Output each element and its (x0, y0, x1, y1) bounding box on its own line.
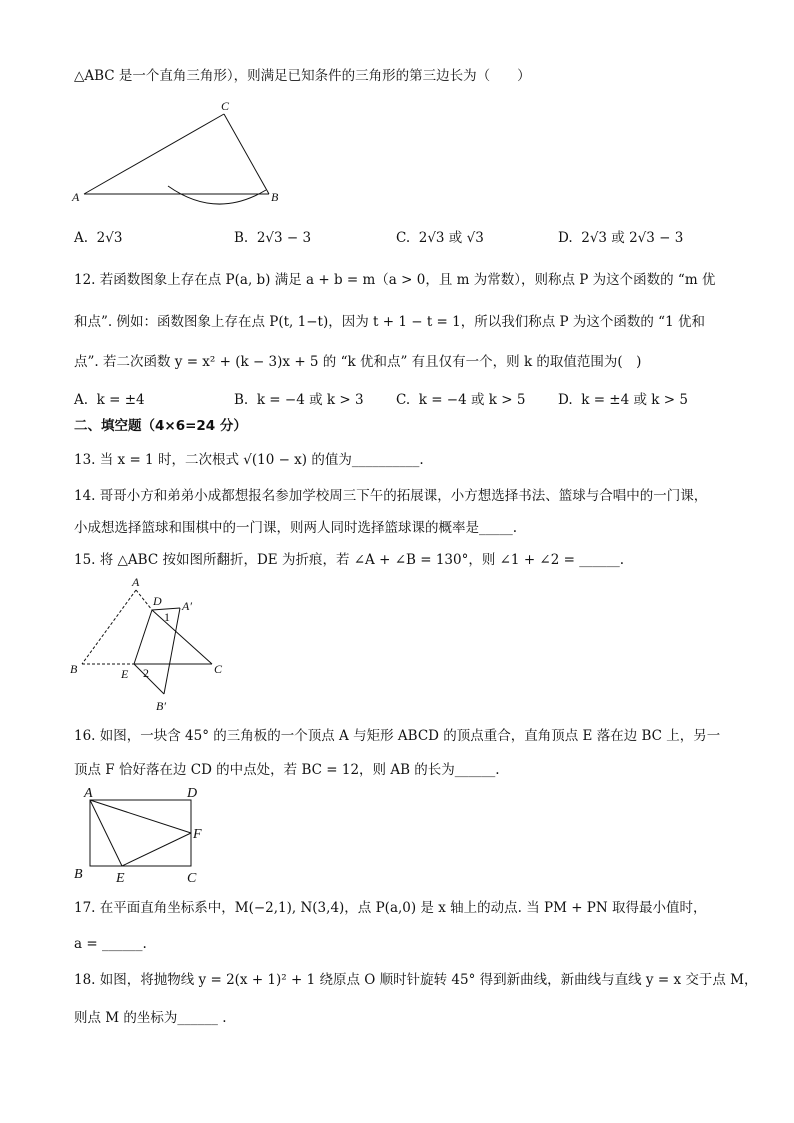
q15-label-1: 1 (164, 610, 170, 624)
q11-label-c: C (221, 99, 230, 113)
q16-figure (70, 780, 220, 888)
q15-label-d: D (153, 594, 162, 608)
q15-label-2: 2 (143, 666, 149, 680)
q16-line2: 顶点 F 恰好落在边 CD 的中点处，若 BC = 12，则 AB 的长为______. (74, 762, 500, 778)
q15-label-b: B (70, 662, 78, 676)
q12-line1: 12. 若函数图象上存在点 P(a, b) 满足 a + b = m（a > 0，且 m 为常数），则称点 P 为这个函数的 “m 优 (74, 272, 716, 288)
q11-figure (66, 98, 296, 210)
q17-line2: a = ______. (74, 936, 147, 952)
q11-label-a: A (72, 190, 80, 204)
q12-option-c[interactable]: C. k = −4 或 k > 5 (396, 392, 526, 408)
q16-label-d: D (187, 786, 198, 801)
section-title: 二、填空题（4×6=24 分） (74, 418, 247, 434)
q11-option-d[interactable]: D. 2√3 或 2√3 − 3 (558, 230, 684, 246)
q16-label-f: F (193, 827, 202, 842)
q15-figure (66, 574, 236, 714)
q15-text: 15. 将 △ABC 按如图所翻折，DE 为折痕，若 ∠A + ∠B = 130°，则 ∠1 + ∠2 = ______. (74, 552, 625, 568)
q12-line2: 和点”. 例如：函数图象上存在点 P(t, 1−t)，因为 t + 1 − t = 1，所以我们称点 P 为这个函数的 “1 优和 (74, 314, 705, 330)
q11-option-b[interactable]: B. 2√3 − 3 (234, 230, 312, 246)
q15-label-a-prime: A′ (182, 599, 192, 613)
q11-option-a[interactable]: A. 2√3 (74, 230, 123, 246)
q16-label-c: C (187, 871, 197, 886)
q12-option-a[interactable]: A. k = ±4 (74, 392, 145, 408)
q15-label-e: E (121, 667, 129, 681)
q12-option-b[interactable]: B. k = −4 或 k > 3 (234, 392, 364, 408)
q18-line1: 18. 如图，将抛物线 y = 2(x + 1)² + 1 绕原点 O 顺时针旋转 45° 得到新曲线，新曲线与直线 y = x 交于点 M， (74, 972, 758, 988)
q11-stem: △ABC 是一个直角三角形），则满足已知条件的三角形的第三边长为（ ） (74, 68, 531, 84)
q16-label-a: A (84, 786, 93, 801)
q16-label-e: E (116, 871, 125, 886)
q14-line2: 小成想选择篮球和围棋中的一门课，则两人同时选择篮球课的概率是_____. (74, 520, 518, 536)
q11-option-c[interactable]: C. 2√3 或 √3 (396, 230, 484, 246)
q12-line3: 点”. 若二次函数 y = x² + (k − 3)x + 5 的 “k 优和点” 有且仅有一个，则 k 的取值范围为( ) (74, 354, 642, 370)
q16-label-b: B (74, 867, 83, 882)
q15-label-a: A (132, 575, 140, 589)
q13-text: 13. 当 x = 1 时，二次根式 √(10 − x) 的值为__________. (74, 452, 424, 468)
q18-line2: 则点 M 的坐标为______ . (74, 1010, 227, 1026)
q14-line1: 14. 哥哥小方和弟弟小成都想报名参加学校周三下午的拓展课，小方想选择书法、篮球与合唱中的一门课， (74, 488, 708, 504)
q12-option-d[interactable]: D. k = ±4 或 k > 5 (558, 392, 688, 408)
q16-line1: 16. 如图，一块含 45° 的三角板的一个顶点 A 与矩形 ABCD 的顶点重合，直角顶点 E 落在边 BC 上，另一 (74, 728, 721, 744)
q11-label-b: B (271, 190, 279, 204)
q17-line1: 17. 在平面直角坐标系中，M(−2,1), N(3,4)，点 P(a,0) 是 x 轴上的动点. 当 PM + PN 取得最小值时， (74, 900, 707, 916)
q15-label-b-prime: B′ (156, 699, 166, 713)
q15-label-c: C (214, 662, 223, 676)
